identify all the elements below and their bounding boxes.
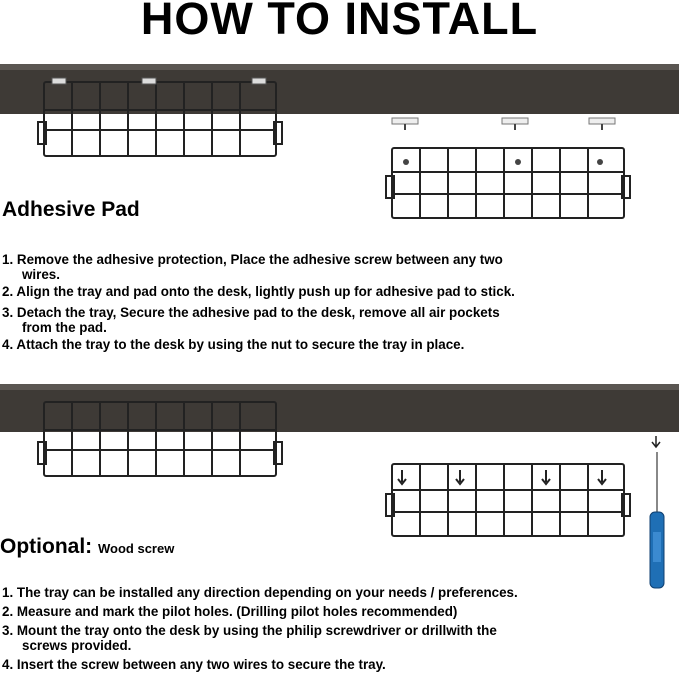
- step-number: 2.: [2, 604, 14, 619]
- step-text: Attach the tray to the desk by using the nut to secure the tray in place.: [16, 337, 465, 352]
- optional-heading: [0, 535, 174, 561]
- list-item: [2, 623, 678, 653]
- step-number: 4.: [2, 657, 14, 672]
- step-number: 3.: [2, 305, 14, 320]
- cable-tray-icon: [386, 462, 630, 540]
- step-number: 1.: [2, 252, 14, 267]
- screw-arrow-icon: [396, 470, 408, 486]
- cable-tray-icon: [38, 398, 282, 482]
- optional-subheading: Wood screw: [98, 541, 175, 556]
- step-number: 1.: [2, 585, 14, 600]
- step-number: 4.: [2, 337, 14, 352]
- page-title: HOW TO INSTALL: [140, 0, 539, 44]
- adhesive-pad-icon: [390, 116, 420, 132]
- list-item: [2, 305, 678, 335]
- step-number: 3.: [2, 623, 14, 638]
- screw-arrow-icon: [454, 470, 466, 486]
- list-item: [2, 284, 678, 299]
- list-item: [2, 657, 678, 672]
- optional-steps-list: [2, 585, 678, 672]
- optional-heading-label: Optional:: [0, 535, 93, 558]
- screw-arrow-icon: [596, 470, 608, 486]
- step-text: Mount the tray onto the desk by using the philip screwdriver or drillwith the: [16, 623, 497, 638]
- list-item: [2, 585, 678, 600]
- list-item: [2, 337, 678, 352]
- step-text: The tray can be installed any direction depending on your needs / preferences.: [16, 585, 518, 600]
- step-text-cont: screws provided.: [22, 638, 132, 653]
- list-item: [2, 604, 678, 619]
- step-text-cont: wires.: [22, 267, 60, 282]
- step-text: Align the tray and pad onto the desk, lightly push up for adhesive pad to stick.: [16, 284, 515, 299]
- step-text: Insert the screw between any two wires to secure the tray.: [16, 657, 386, 672]
- step-text: Measure and mark the pilot holes. (Drilling pilot holes recommended): [16, 604, 458, 619]
- step-number: 2.: [2, 284, 14, 299]
- adhesive-steps-list: [2, 252, 678, 352]
- step-text: Remove the adhesive protection, Place the adhesive screw between any two: [16, 252, 503, 267]
- cable-tray-icon: [386, 146, 630, 222]
- adhesive-pad-icon: [587, 116, 617, 132]
- cable-tray-icon: [38, 78, 282, 162]
- list-item: [2, 252, 678, 282]
- step-text-cont: from the pad.: [22, 320, 107, 335]
- adhesive-pad-heading: Adhesive Pad: [2, 198, 140, 221]
- adhesive-pad-icon: [500, 116, 530, 132]
- step-text: Detach the tray, Secure the adhesive pad to the desk, remove all air pockets: [16, 305, 500, 320]
- screw-arrow-icon: [540, 470, 552, 486]
- screwdriver-icon: [644, 436, 670, 590]
